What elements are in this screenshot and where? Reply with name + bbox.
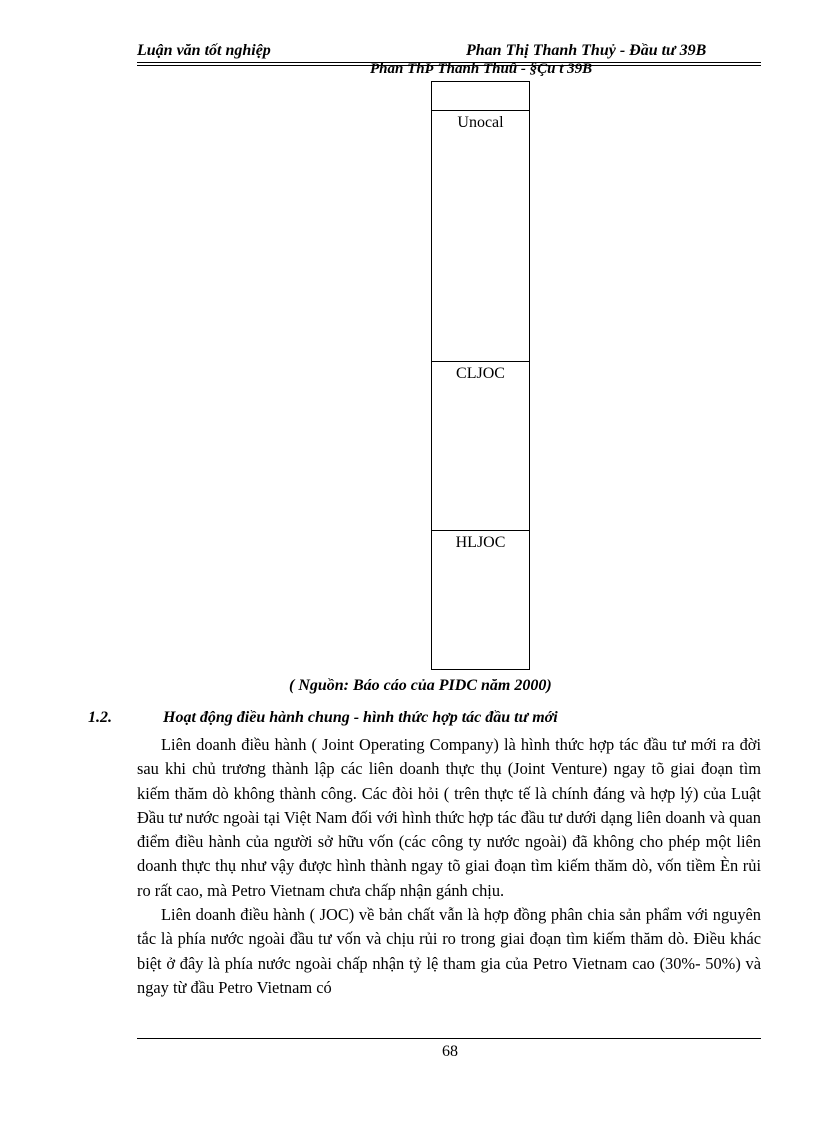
running-header-right: Phan Thị Thanh Thuỷ - Đầu tư 39B — [466, 42, 707, 59]
page-number: 68 — [442, 1043, 458, 1060]
diagram-cell-top — [431, 81, 530, 111]
diagram-cell-cljoc — [431, 361, 530, 531]
figure-source-caption: ( Nguồn: Báo cáo của PIDC năm 2000) — [289, 677, 552, 694]
header-garbled-subline: Phan ThÞ Thanh Thuû - §Çu t 39B — [370, 61, 593, 77]
body-text — [137, 733, 761, 1000]
section-title: Hoạt động điều hành chung - hình thức hợp tác đầu tư mới — [163, 709, 558, 726]
diagram-cell-hljoc — [431, 530, 530, 670]
diagram-cell-label: HLJOC — [455, 534, 506, 551]
paragraph: Liên doanh điều hành ( JOC) về bản chất vẫn là hợp đồng phân chia sản phẩm với nguyên tắc là phía nước ngoài đầu tư vốn và chịu rủi ro trong giai đoạn tìm kiếm thăm dò. Điều khác biệt ở đây là phía nước ngoài chấp nhận tỷ lệ tham gia của Petro Vietnam cao (30%- 50%) và ngay từ đầu Petro Vietnam có — [137, 905, 761, 997]
diagram-cell-unocal — [431, 110, 530, 362]
running-header-left: Luận văn tốt nghiệp — [137, 42, 271, 59]
section-number: 1.2. — [88, 709, 112, 726]
diagram-cell-label: CLJOC — [456, 365, 505, 382]
footer-rule — [137, 1038, 761, 1039]
paragraph: Liên doanh điều hành ( Joint Operating Company) là hình thức hợp tác đầu tư mới ra đời sau khi chủ trương thành lập các liên doanh thực thụ (Joint Venture) ngay tõ giai đoạn tìm kiếm thăm dò không thành công. Các đòi hỏi ( trên thực tế là chính đáng và hợp lý) của Luật Đầu tư nước ngoài tại Việt Nam đối với hình thức hợp tác đầu tư dưới dạng liên doanh và quan điểm điều hành của người sở hữu vốn (các công ty nước ngoài) đã không cho phép một liên doanh thực thụ như vậy được hình thành ngay tõ giai đoạn tìm kiếm thăm dò, vốn tiềm Èn rủi ro rất cao, mà Petro Vietnam chưa chấp nhận gánh chịu. — [137, 735, 761, 900]
diagram-cell-label: Unocal — [457, 114, 504, 131]
